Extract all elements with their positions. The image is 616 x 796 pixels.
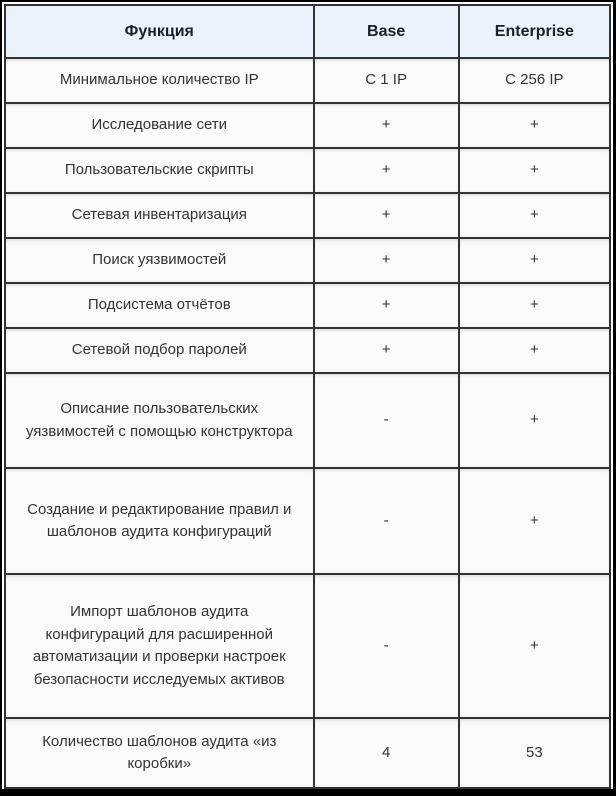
feature-comparison-table: [4, 4, 611, 789]
feature-label: Подсистема отчётов: [87, 296, 231, 314]
header-row: [5, 5, 610, 58]
enterprise-cell: [459, 193, 610, 238]
table-row: [5, 574, 610, 718]
base-value: +: [381, 116, 391, 134]
column-header-enterprise-label: Enterprise: [494, 22, 574, 40]
feature-cell: [5, 148, 314, 193]
enterprise-value: +: [529, 251, 539, 269]
enterprise-cell: [459, 103, 610, 148]
base-cell: [314, 574, 459, 718]
enterprise-value: +: [529, 296, 539, 314]
feature-cell: [5, 718, 314, 788]
table-row: [5, 103, 610, 148]
feature-cell: [5, 328, 314, 373]
base-value: -: [383, 511, 389, 529]
enterprise-cell: [459, 718, 610, 788]
base-cell: [314, 103, 459, 148]
feature-cell: [5, 103, 314, 148]
base-cell: [314, 468, 459, 574]
base-cell: [314, 373, 459, 468]
base-value: +: [381, 161, 391, 179]
enterprise-cell: [459, 283, 610, 328]
base-value: +: [381, 296, 391, 314]
column-header-base: [314, 5, 459, 58]
enterprise-value: +: [529, 636, 539, 654]
feature-cell: [5, 58, 314, 103]
base-value: +: [381, 341, 391, 359]
enterprise-cell: [459, 468, 610, 574]
feature-label: Сетевой подбор паролей: [71, 341, 247, 359]
enterprise-cell: [459, 148, 610, 193]
base-value: +: [381, 251, 391, 269]
base-cell: [314, 328, 459, 373]
table-row: [5, 468, 610, 574]
feature-cell: [5, 238, 314, 283]
table-row: [5, 193, 610, 238]
column-header-feature: [5, 5, 314, 58]
base-cell: [314, 283, 459, 328]
enterprise-value: +: [529, 511, 539, 529]
feature-cell: [5, 283, 314, 328]
base-cell: [314, 193, 459, 238]
enterprise-cell: [459, 238, 610, 283]
enterprise-value: +: [529, 206, 539, 224]
feature-label: Поиск уязвимостей: [92, 251, 227, 269]
feature-cell: [5, 373, 314, 468]
base-value: +: [381, 206, 391, 224]
table-row: [5, 148, 610, 193]
base-value: 4: [381, 743, 391, 761]
enterprise-value: +: [529, 161, 539, 179]
table-row: [5, 283, 610, 328]
base-value: -: [383, 411, 389, 429]
feature-cell: [5, 468, 314, 574]
enterprise-cell: [459, 574, 610, 718]
table-row: [5, 238, 610, 283]
table-row: [5, 328, 610, 373]
base-value: -: [383, 636, 389, 654]
enterprise-value: С 256 IP: [505, 71, 564, 89]
table-row: [5, 58, 610, 103]
enterprise-value: +: [529, 411, 539, 429]
feature-label: Исследование сети: [91, 116, 228, 134]
base-value: С 1 IP: [365, 71, 407, 89]
table-row: [5, 718, 610, 788]
enterprise-value: +: [529, 341, 539, 359]
base-cell: [314, 238, 459, 283]
feature-cell: [5, 574, 314, 718]
column-header-base-label: Base: [367, 22, 406, 40]
feature-label: Минимальное количество IP: [59, 71, 259, 89]
feature-label: Импорт шаблонов аудита конфигураций для расширенной автоматизации и проверки настроек безопасности исследуемых активов: [32, 603, 286, 688]
feature-cell: [5, 193, 314, 238]
base-cell: [314, 148, 459, 193]
feature-label: Количество шаблонов аудита «из коробки»: [42, 732, 277, 772]
enterprise-cell: [459, 328, 610, 373]
column-header-feature-label: Функция: [124, 22, 194, 40]
feature-label: Сетевая инвентаризация: [71, 206, 247, 224]
feature-label: Пользовательские скрипты: [64, 161, 254, 179]
enterprise-value: 53: [526, 743, 543, 761]
base-cell: [314, 718, 459, 788]
enterprise-value: +: [529, 116, 539, 134]
enterprise-cell: [459, 58, 610, 103]
enterprise-cell: [459, 373, 610, 468]
table-row: [5, 373, 610, 468]
feature-label: Создание и редактирование правил и шаблонов аудита конфигураций: [27, 500, 292, 540]
base-cell: [314, 58, 459, 103]
column-header-enterprise: [459, 5, 610, 58]
feature-label: Описание пользовательских уязвимостей с помощью конструктора: [25, 400, 293, 440]
